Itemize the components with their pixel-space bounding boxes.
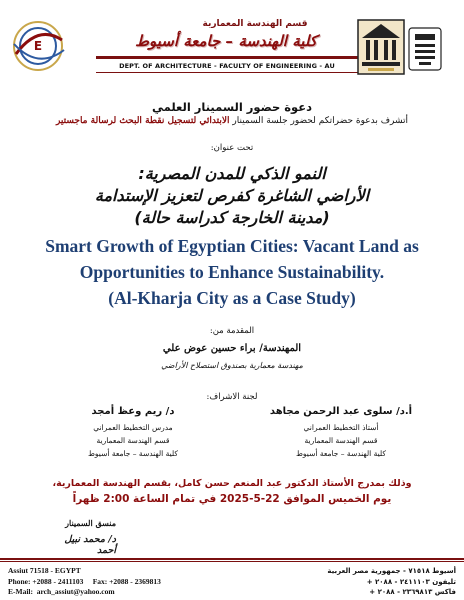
supervisor-2-name: د/ ريم وعظ أمجد xyxy=(91,406,175,417)
presenter-role: مهندسة معمارية بصندوق استصلاح الأراضي xyxy=(161,361,303,370)
thesis-title-en-line1: Smart Growth of Egyptian Cities: Vacant Land as xyxy=(45,236,419,256)
thesis-title-ar-line1: النمو الذكي للمدن المصرية: xyxy=(138,164,326,183)
invitation-line-highlight: الابتدائي لتسجيل نقطة البحث لرسالة ماجستير xyxy=(55,116,230,126)
venue-datetime: يوم الخميس الموافق 22-5-2025 في تمام الساعة 2:00 ظهراً xyxy=(72,493,392,505)
venue-location: وذلك بمدرج الأستاذ الدكتور عبد المنعم حسن كامل، بقسم الهندسة المعمارية، xyxy=(52,478,412,489)
footer-phone-fax-en: Phone: +2088 - 2411103 Fax: +2088 - 2369813 xyxy=(8,576,161,586)
coordinator-name: د/ محمد نبيل أحمد xyxy=(64,534,116,556)
supervisor-1-title: أستاذ التخطيط العمراني xyxy=(303,423,379,432)
footer-fax-ar: فاكس ٢٣٦٩٨١٣ - ٢٠٨٨ + xyxy=(369,588,456,596)
supervisor-1-name: أ.د/ سلوى عبد الرحمن مجاهد xyxy=(269,406,413,417)
footer-email-en: E-Mail: arch_assiut@yahoo.com xyxy=(8,587,115,596)
committee-label: لجنة الاشراف: xyxy=(206,392,258,402)
faculty-logo-icon xyxy=(356,18,406,76)
footer-address-ar: أسيوط ٧١٥١٨ - جمهورية مصر العربية xyxy=(327,567,456,575)
supervisor-2-faculty: كلية الهندسة – جامعة أسيوط xyxy=(88,449,178,458)
footer-contact-en xyxy=(8,566,161,598)
footer-divider-thin xyxy=(0,561,464,562)
letterhead xyxy=(0,0,464,84)
university-crest-icon xyxy=(405,24,445,74)
thesis-title-ar-line2: الأراضي الشاغرة كفرص لتعزيز الإستدامة xyxy=(94,186,370,205)
svg-text:E: E xyxy=(33,39,43,53)
header-divider xyxy=(96,56,358,59)
supervisor-2-dept: قسم الهندسة المعمارية xyxy=(96,436,170,445)
header-divider-thin xyxy=(96,72,358,73)
faculty-name-ar: كلية الهندسة – جامعة أسيوط xyxy=(135,32,317,50)
under-title-label: تحت عنوان: xyxy=(210,143,254,153)
thesis-title-ar-line3: (مدينة الخارجة كدراسة حالة) xyxy=(134,208,330,227)
footer-phone-ar: تليفون ٢٤١١١٠٣ - ٢٠٨٨ + xyxy=(366,577,456,586)
footer-contact-ar xyxy=(327,566,456,598)
supervisor-1-dept: قسم الهندسة المعمارية xyxy=(304,436,378,445)
footer-address-en: Assiut 71518 - EGYPT xyxy=(8,566,81,575)
invitation-line-prefix: أتشرف بدعوة حضراتكم لحضور جلسة السمينار xyxy=(232,116,409,126)
coordinator-block xyxy=(46,518,116,556)
coordinator-label: منسق السمينار xyxy=(65,518,116,528)
dept-name-en: DEPT. OF ARCHITECTURE - FACULTY OF ENGINEERING - AU xyxy=(119,62,335,70)
invitation-title: دعوة حضور السمينار العلمي xyxy=(151,100,312,114)
architecture-dept-logo-icon xyxy=(6,14,70,78)
thesis-title-en-line2: Opportunities to Enhance Sustainability. xyxy=(79,262,385,282)
presented-by-label: المقدمة من: xyxy=(209,326,255,336)
thesis-title-en-line3: (Al-Kharja City as a Case Study) xyxy=(108,288,356,308)
supervisor-2 xyxy=(48,406,218,460)
presenter-name: المهندسة/ براء حسين عوض علي xyxy=(162,343,302,354)
invitation-line xyxy=(0,116,464,126)
supervisor-2-title: مدرس التخطيط العمراني xyxy=(93,423,173,432)
footer-divider xyxy=(0,558,464,560)
supervisor-1 xyxy=(256,406,426,460)
supervisor-1-faculty: كلية الهندسة – جامعة أسيوط xyxy=(296,449,386,458)
dept-name-ar: قسم الهندسة المعمارية xyxy=(202,19,308,29)
